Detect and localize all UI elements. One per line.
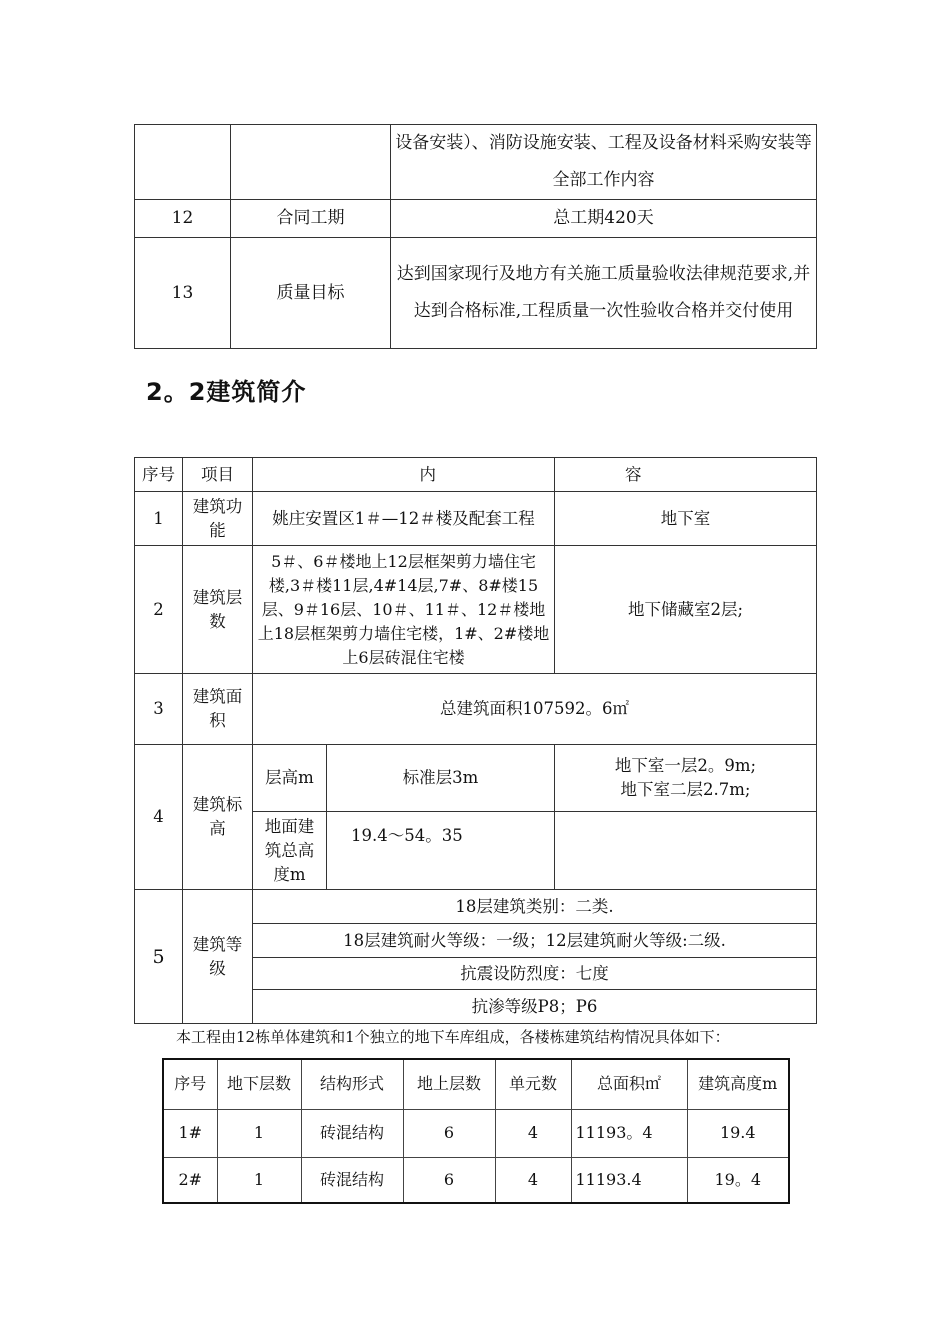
cell-content: 5＃、6＃楼地上12层框架剪力墙住宅楼,3＃楼11层,4#14层,7#、8#楼15层、9＃16层、10＃、11＃、12＃楼地上18层框架剪力墙住宅楼，1#、2#楼地上6层砖混住宅楼 — [253, 546, 555, 674]
table-row — [135, 492, 817, 546]
header-cell: 序号 — [163, 1059, 217, 1109]
cell-item: 建筑面积 — [183, 674, 253, 745]
cell-item: 建筑标高 — [183, 745, 253, 890]
cell-content: 总建筑面积107592。6㎡ — [253, 674, 817, 745]
cell-content: 设备安装）、消防设施安装、工程及设备材料采购安装等全部工作内容 — [391, 125, 817, 200]
header-cell: 单元数 — [495, 1059, 571, 1109]
table-row — [135, 125, 817, 200]
cell-item — [231, 125, 391, 200]
table-row — [135, 745, 817, 812]
table-row — [135, 890, 817, 924]
building-info-table — [134, 457, 817, 1024]
cell: 1# — [163, 1109, 217, 1157]
basement-floor-2-height: 地下室二层2.7m; — [620, 780, 751, 799]
cell-sub-label: 层高m — [253, 745, 327, 812]
header-no: 序号 — [135, 458, 183, 492]
cell: 11193。4 — [571, 1109, 687, 1157]
table-row — [163, 1109, 789, 1157]
cell: 19。4 — [687, 1157, 789, 1203]
header-content-2: 容 — [555, 458, 817, 492]
cell: 19.4 — [687, 1109, 789, 1157]
cell-grade-line: 抗震设防烈度：七度 — [253, 958, 817, 990]
header-cell: 建筑高度m — [687, 1059, 789, 1109]
cell-sub-extra — [555, 745, 817, 812]
header-cell: 地上层数 — [403, 1059, 495, 1109]
cell-no: 4 — [135, 745, 183, 890]
building-structure-table — [162, 1058, 790, 1204]
table-row — [163, 1157, 789, 1203]
cell-item: 合同工期 — [231, 200, 391, 238]
table-header-row — [163, 1059, 789, 1109]
cell-no: 1 — [135, 492, 183, 546]
header-cell: 地下层数 — [217, 1059, 301, 1109]
section-heading: 2。2建筑简介 — [146, 378, 307, 406]
table-row — [135, 238, 817, 349]
cell: 2# — [163, 1157, 217, 1203]
header-content-1: 内 — [253, 458, 555, 492]
cell: 4 — [495, 1157, 571, 1203]
cell-no: 3 — [135, 674, 183, 745]
cell: 1 — [217, 1109, 301, 1157]
cell-item: 质量目标 — [231, 238, 391, 349]
cell: 11193.4 — [571, 1157, 687, 1203]
cell-content: 总工期420天 — [391, 200, 817, 238]
cell-content: 达到国家现行及地方有关施工质量验收法律规范要求,并达到合格标准,工程质量一次性验收合格并交付使用 — [391, 238, 817, 349]
cell-grade-line: 抗渗等级P8；P6 — [253, 990, 817, 1024]
cell-item: 建筑等级 — [183, 890, 253, 1024]
table-header-row — [135, 458, 817, 492]
cell-no: 2 — [135, 546, 183, 674]
header-item: 项目 — [183, 458, 253, 492]
cell: 1 — [217, 1157, 301, 1203]
cell: 6 — [403, 1157, 495, 1203]
cell-content: 姚庄安置区1＃—12＃楼及配套工程 — [253, 492, 555, 546]
table-row — [135, 546, 817, 674]
cell: 6 — [403, 1109, 495, 1157]
header-cell: 结构形式 — [301, 1059, 403, 1109]
project-overview-table — [134, 124, 817, 349]
cell-content-basement: 地下储藏室2层; — [555, 546, 817, 674]
cell-sub-label: 地面建筑总高度m — [253, 812, 327, 890]
cell-no: 13 — [135, 238, 231, 349]
cell-no — [135, 125, 231, 200]
cell-sub-value: 标准层3m — [327, 745, 555, 812]
basement-floor-1-height: 地下室一层2。9m; — [614, 756, 757, 775]
cell-item: 建筑层数 — [183, 546, 253, 674]
cell: 砖混结构 — [301, 1157, 403, 1203]
cell-grade-line: 18层建筑类别：二类. — [253, 890, 817, 924]
cell-sub-value: 19.4～54。35 — [327, 812, 555, 890]
cell-sub-extra — [555, 812, 817, 890]
table-row — [135, 674, 817, 745]
cell: 砖混结构 — [301, 1109, 403, 1157]
cell-no: 12 — [135, 200, 231, 238]
cell-grade-line: 18层建筑耐火等级：一级；12层建筑耐火等级:二级. — [253, 924, 817, 958]
cell-content-basement: 地下室 — [555, 492, 817, 546]
cell-no: 5 — [135, 890, 183, 1024]
cell-item: 建筑功能 — [183, 492, 253, 546]
intro-note: 本工程由12栋单体建筑和1个独立的地下车库组成，各楼栋建筑结构情况具体如下： — [176, 1028, 730, 1046]
header-cell: 总面积㎡ — [571, 1059, 687, 1109]
table-row — [135, 200, 817, 238]
cell: 4 — [495, 1109, 571, 1157]
